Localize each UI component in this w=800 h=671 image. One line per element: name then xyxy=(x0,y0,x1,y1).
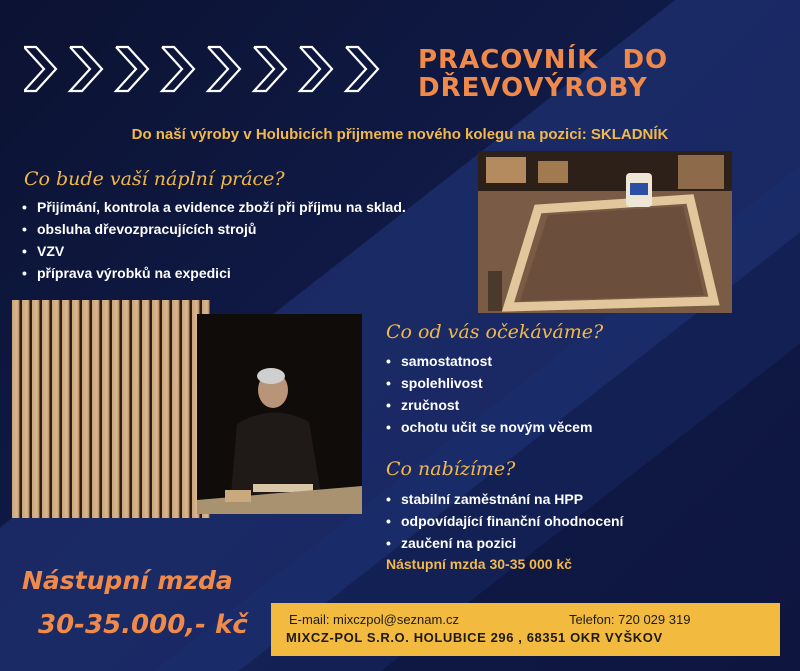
company-address: MIXCZ-POL S.R.O. HOLUBICE 296 , 68351 OKR VYŠKOV xyxy=(286,630,663,645)
craftsman-photo xyxy=(197,314,362,514)
list-item: • příprava výrobků na expedici xyxy=(20,262,406,284)
list-item: • obsluha dřevozpracujících strojů xyxy=(20,218,406,240)
chevron-right-icon xyxy=(346,47,378,91)
expectations-heading: Co od vás očekáváme? xyxy=(386,321,604,343)
wood-slats-photo xyxy=(12,300,210,518)
list-item: • zručnost xyxy=(384,394,592,416)
duties-list xyxy=(20,196,406,284)
workshop-photo xyxy=(478,151,732,313)
list-item: • VZV xyxy=(20,240,406,262)
poster-title: PRACOVNÍK DO DŘEVOVÝROBY xyxy=(418,45,669,103)
expectations-list xyxy=(384,350,592,438)
chevron-right-icon xyxy=(24,47,56,91)
salary-value: 30-35.000,- kč xyxy=(38,610,248,640)
salary-note: Nástupní mzda 30-35 000 kč xyxy=(386,556,572,572)
list-item: • samostatnost xyxy=(384,350,592,372)
contact-phone[interactable]: Telefon: 720 029 319 xyxy=(569,612,691,627)
chevron-right-icon xyxy=(254,47,286,91)
list-item: • spolehlivost xyxy=(384,372,592,394)
chevron-right-icon xyxy=(70,47,102,91)
contact-email[interactable]: E-mail: mixczpol@seznam.cz xyxy=(289,612,459,627)
list-item: • ochotu učit se novým věcem xyxy=(384,416,592,438)
offer-list xyxy=(384,488,623,554)
contact-box xyxy=(271,603,780,656)
chevron-right-icon xyxy=(116,47,148,91)
chevron-right-icon xyxy=(208,47,240,91)
list-item: • Přijímání, kontrola a evidence zboží při příjmu na sklad. xyxy=(20,196,406,218)
salary-label: Nástupní mzda xyxy=(22,566,233,595)
intro-text: Do naší výroby v Holubicích přijmeme nového kolegu na pozici: SKLADNÍK xyxy=(131,126,669,143)
chevron-right-icon xyxy=(300,47,332,91)
list-item: • stabilní zaměstnání na HPP xyxy=(384,488,623,510)
list-item: • zaučení na pozici xyxy=(384,532,623,554)
chevron-row xyxy=(24,45,384,93)
duties-heading: Co bude vaší náplní práce? xyxy=(24,168,285,190)
list-item: • odpovídající finanční ohodnocení xyxy=(384,510,623,532)
chevron-right-icon xyxy=(162,47,194,91)
offer-heading: Co nabízíme? xyxy=(386,458,516,480)
